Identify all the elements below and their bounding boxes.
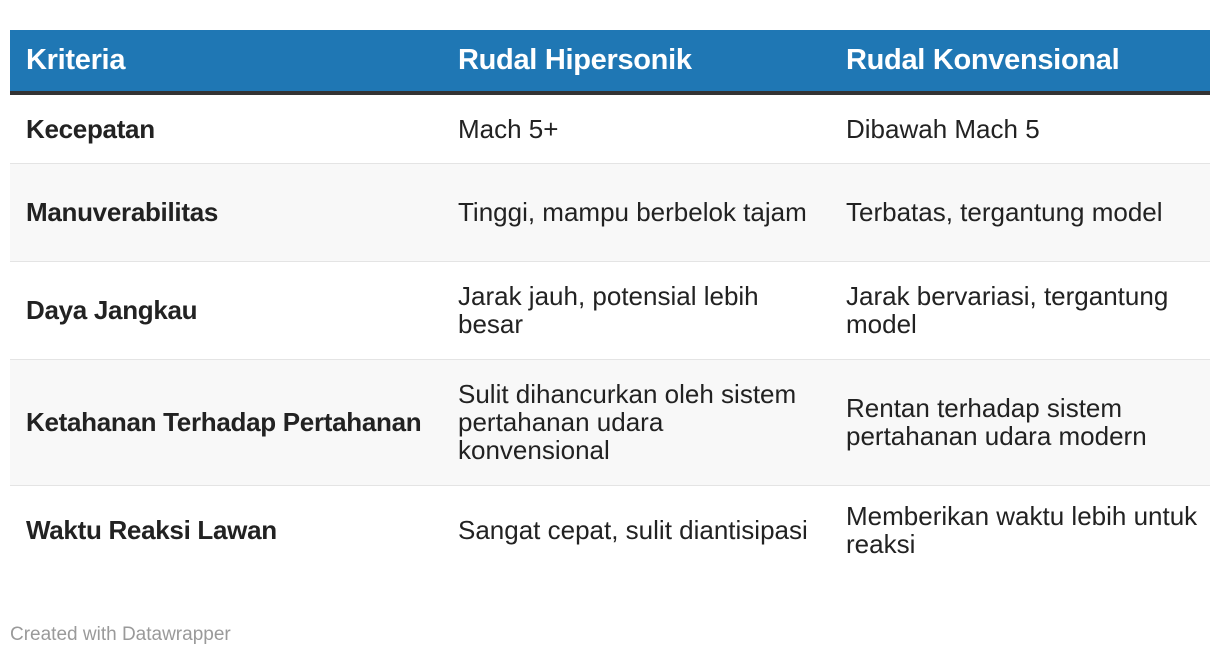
- column-header-kriteria: Kriteria: [10, 30, 442, 93]
- table-row: [10, 93, 1210, 163]
- column-header-rudal-konvensional: Rudal Konvensional: [830, 30, 1210, 93]
- table-row: [10, 359, 1210, 485]
- cell-konvensional: Dibawah Mach 5: [830, 93, 1210, 163]
- cell-hipersonik: Sangat cepat, sulit diantisipasi: [458, 515, 808, 546]
- cell-kriteria: Kecepatan: [10, 93, 442, 163]
- cell-kriteria: Waktu Reaksi Lawan: [26, 515, 277, 546]
- cell-hipersonik: Tinggi, mampu berbelok tajam: [442, 163, 830, 261]
- cell-kriteria: Manuverabilitas: [10, 163, 442, 261]
- table-row: [10, 163, 1210, 261]
- table-header: [10, 30, 1210, 93]
- comparison-table: [10, 30, 1210, 575]
- cell-hipersonik: Jarak jauh, potensial lebih besar: [442, 261, 830, 359]
- cell-hipersonik: Sulit dihancurkan oleh sistem pertahanan udara konvensional: [442, 359, 830, 485]
- cell-hipersonik: Mach 5+: [442, 93, 830, 163]
- cell-konvensional: Jarak bervariasi, tergantung model: [830, 261, 1210, 359]
- table-row: [10, 485, 1210, 575]
- cell-kriteria: Daya Jangkau: [10, 261, 442, 359]
- table-body: [10, 93, 1210, 575]
- datawrapper-credit: Created with Datawrapper: [10, 624, 231, 645]
- cell-konvensional: Rentan terhadap sistem pertahanan udara modern: [830, 359, 1210, 485]
- column-header-rudal-hipersonik: Rudal Hipersonik: [442, 30, 830, 93]
- cell-konvensional: Terbatas, tergantung model: [830, 163, 1210, 261]
- header-row: [10, 30, 1210, 93]
- cell-konvensional: Memberikan waktu lebih untuk reaksi: [846, 501, 1198, 560]
- comparison-table-container: [10, 30, 1210, 575]
- cell-kriteria: Ketahanan Terhadap Pertahanan: [10, 359, 442, 485]
- table-row: [10, 261, 1210, 359]
